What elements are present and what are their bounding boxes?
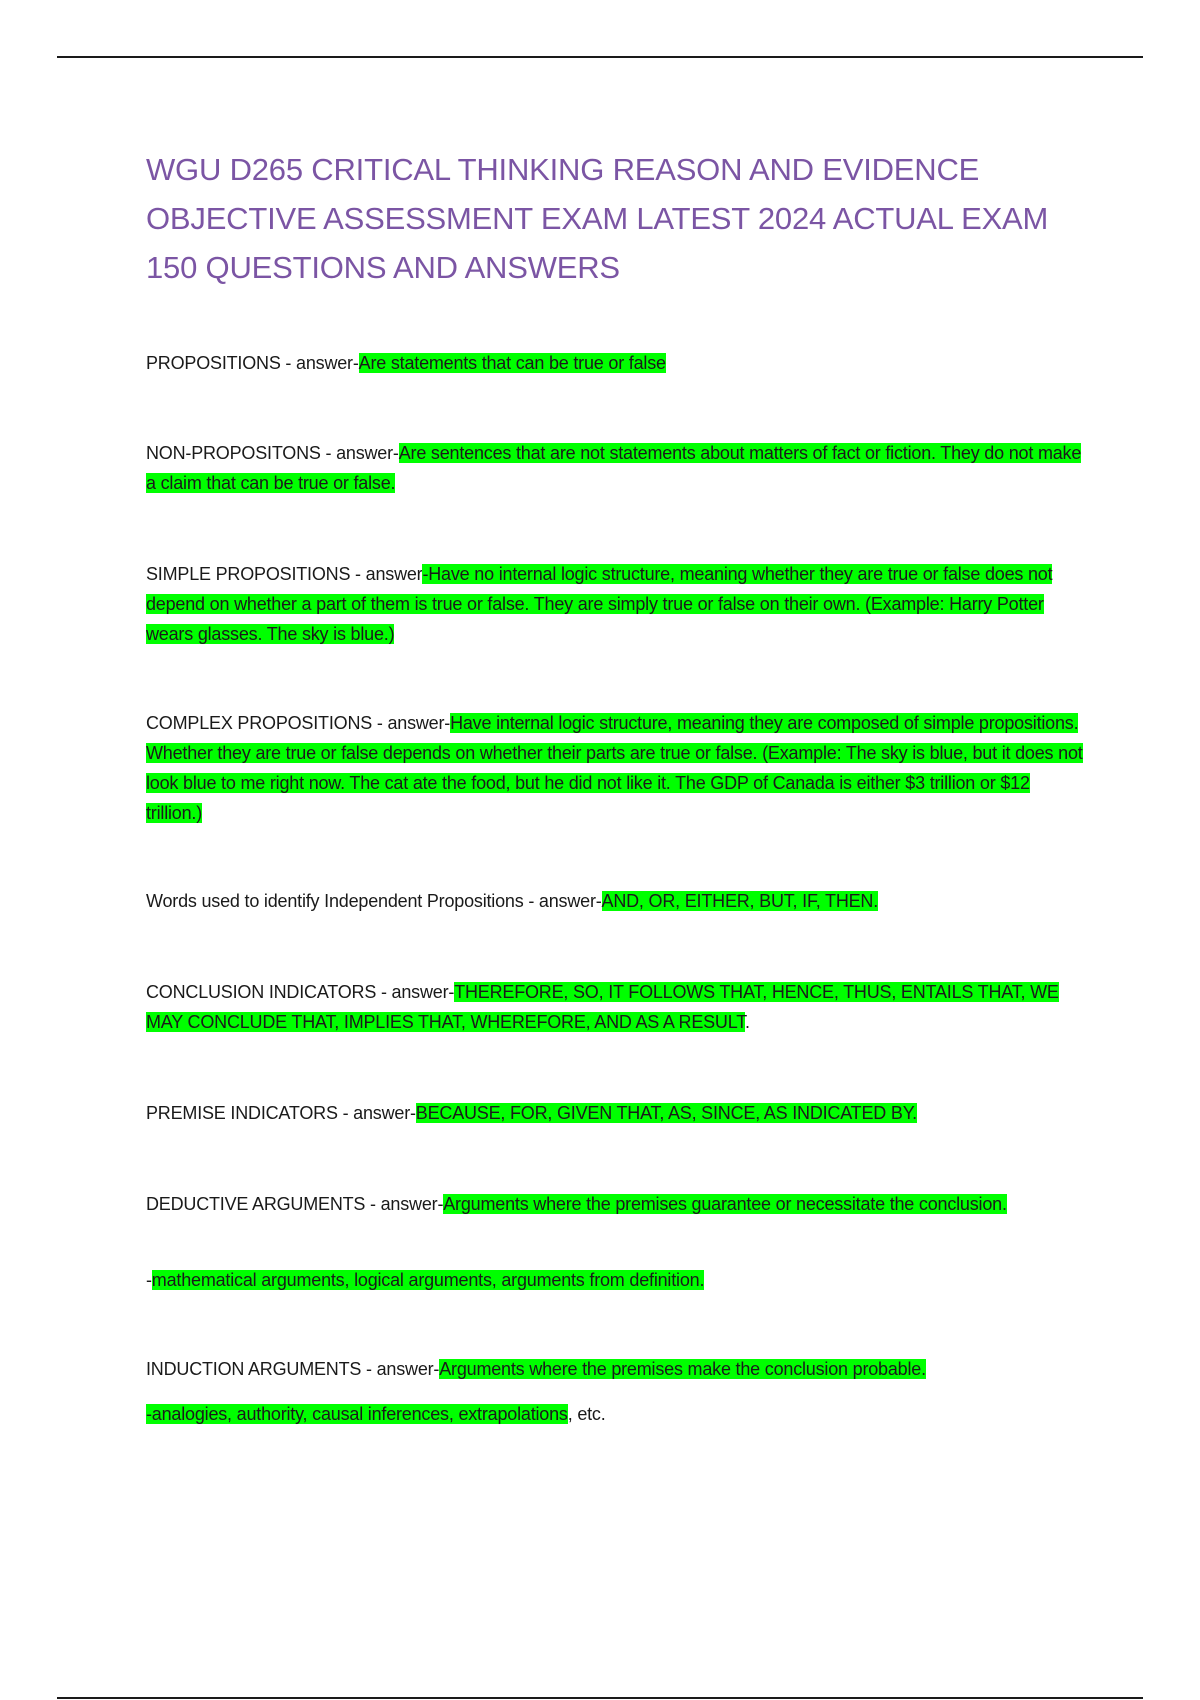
qa-subitem-deductive <box>146 1265 1086 1295</box>
qa-answer-highlight: Arguments where the premises make the conclusion probable. <box>439 1359 926 1379</box>
qa-item-propositions <box>146 348 1086 378</box>
qa-term: INDUCTION ARGUMENTS - answer- <box>146 1359 440 1379</box>
qa-item-independent-words <box>146 886 1086 916</box>
qa-term: PROPOSITIONS - answer- <box>146 353 359 373</box>
qa-trailing-text: . <box>745 1012 750 1032</box>
qa-term: NON-PROPOSITONS - answer- <box>146 443 399 463</box>
qa-sub-prefix: - <box>146 1270 152 1290</box>
qa-answer-highlight: Have internal logic structure, meaning they are composed of simple propositions. Whether they are true or false depends on whether their parts are true or false. (Example: The sky is blue, but it does not look blue to me right now. The cat ate the food, but he did not like it. The GDP of Canada is either $3 trillion or $12 trillion.) <box>146 713 1083 823</box>
qa-answer-highlight: AND, OR, EITHER, BUT, IF, THEN. <box>601 891 879 911</box>
qa-sub-highlight: -analogies, authority, causal inferences, extrapolations <box>146 1404 568 1424</box>
title-line-1: WGU D265 CRITICAL THINKING REASON AND EVIDENCE <box>146 152 980 187</box>
top-rule <box>57 56 1143 58</box>
qa-subitem-induction <box>146 1399 1086 1429</box>
qa-term: CONCLUSION INDICATORS - answer- <box>146 982 455 1002</box>
qa-term: Words used to identify Independent Propositions - answer- <box>146 891 602 911</box>
qa-answer-highlight: THEREFORE, SO, IT FOLLOWS THAT, HENCE, THUS, ENTAILS THAT, WE MAY CONCLUDE THAT, IMPLIES THAT, WHEREFORE, AND AS A RESULT <box>146 982 1059 1032</box>
qa-sub-highlight: mathematical arguments, logical arguments, arguments from definition. <box>151 1270 705 1290</box>
qa-item-non-propositions <box>146 438 1086 498</box>
qa-term: PREMISE INDICATORS - answer- <box>146 1103 416 1123</box>
qa-answer-highlight: Arguments where the premises guarantee or necessitate the conclusion. <box>443 1194 1007 1214</box>
qa-answer-highlight: Are statements that can be true or false <box>358 353 666 373</box>
qa-item-deductive-arguments <box>146 1189 1086 1219</box>
qa-term: SIMPLE PROPOSITIONS - answer <box>146 564 423 584</box>
title-line-2: OBJECTIVE ASSESSMENT EXAM LATEST 2024 ACTUAL EXAM <box>146 201 1049 236</box>
qa-answer-highlight: Are sentences that are not statements about matters of fact or fiction. They do not make a claim that can be true or false. <box>146 443 1082 493</box>
qa-item-simple-propositions <box>146 559 1086 649</box>
qa-answer-highlight: -Have no internal logic structure, meaning whether they are true or false does not depend on whether a part of them is true or false. They are simply true or false on their own. (Example: Harry Potter wears glasses. The sky is blue.) <box>146 564 1053 644</box>
qa-item-conclusion-indicators <box>146 977 1086 1037</box>
title-line-3: 150 QUESTIONS AND ANSWERS <box>146 250 620 285</box>
qa-answer-highlight: BECAUSE, FOR, GIVEN THAT, AS, SINCE, AS INDICATED BY. <box>415 1103 917 1123</box>
document-title <box>146 145 1066 292</box>
qa-item-premise-indicators <box>146 1098 1086 1128</box>
qa-term: DEDUCTIVE ARGUMENTS - answer- <box>146 1194 444 1214</box>
qa-sub-trailing: , etc. <box>567 1404 606 1424</box>
qa-item-complex-propositions <box>146 708 1086 828</box>
qa-term: COMPLEX PROPOSITIONS - answer- <box>146 713 451 733</box>
bottom-rule <box>57 1697 1143 1699</box>
qa-item-induction-arguments <box>146 1354 1086 1384</box>
